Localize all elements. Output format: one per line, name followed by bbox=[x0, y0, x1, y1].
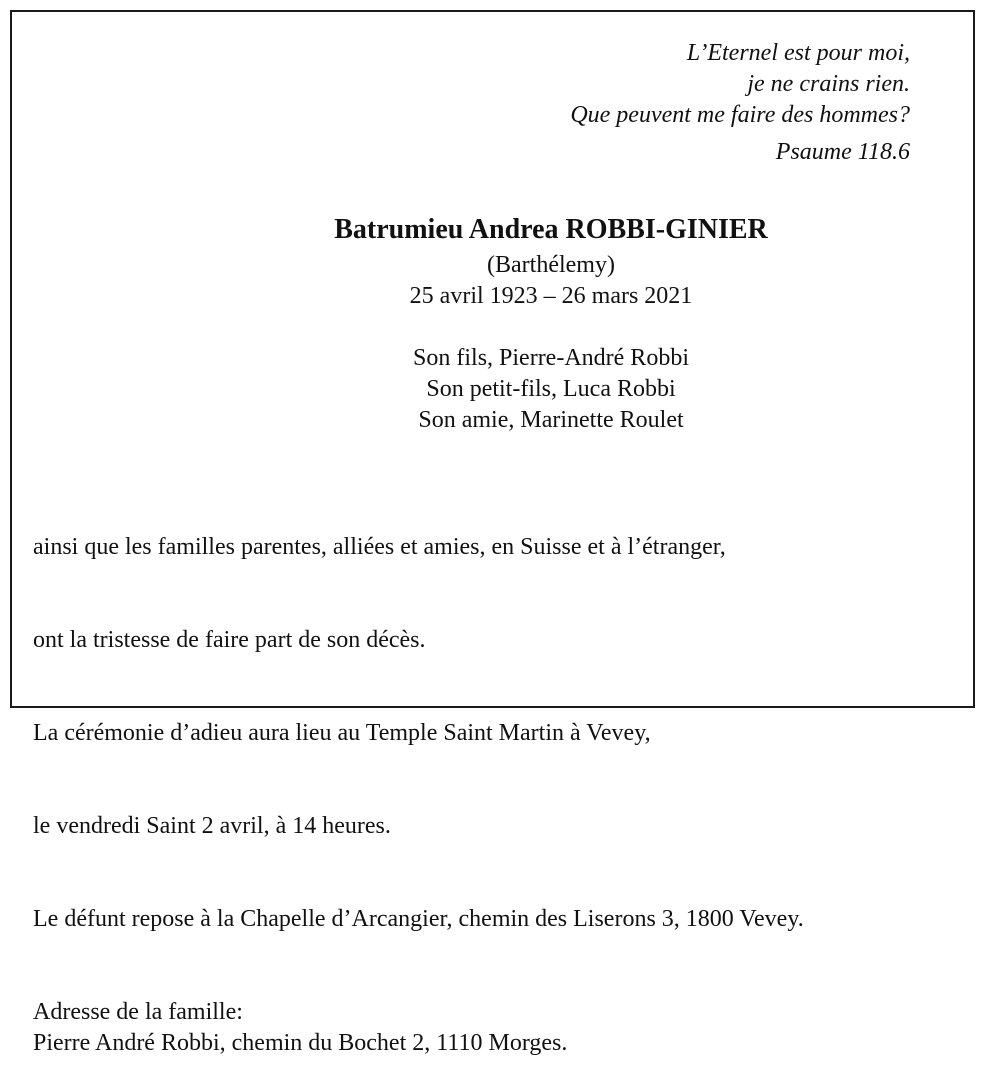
announcement-line: Le défunt repose à la Chapelle d’Arcangier, chemin des Liserons 3, 1800 Vevey. bbox=[33, 906, 804, 932]
family-member: Son petit-fils, Luca Robbi bbox=[426, 376, 676, 402]
verse-line: L’Eternel est pour moi, bbox=[686, 40, 910, 66]
verse-reference: Psaume 118.6 bbox=[775, 139, 910, 165]
life-dates: 25 avril 1923 – 26 mars 2021 bbox=[409, 283, 693, 309]
address-value: Pierre André Robbi, chemin du Bochet 2, 1110 Morges. bbox=[33, 1030, 568, 1056]
announcement-line: le vendredi Saint 2 avril, à 14 heures. bbox=[33, 813, 391, 839]
bible-verse bbox=[570, 38, 910, 168]
announcement-line: ainsi que les familles parentes, alliées et amies, en Suisse et à l’étranger, bbox=[33, 534, 726, 560]
family-list bbox=[0, 343, 985, 436]
deceased-details bbox=[0, 250, 985, 312]
deceased-name: Batrumieu Andrea ROBBI-GINIER bbox=[334, 214, 768, 245]
family-address bbox=[33, 997, 804, 1059]
address-label: Adresse de la famille: bbox=[33, 999, 243, 1025]
announcement-line: ont la tristesse de faire part de son décès. bbox=[33, 627, 426, 653]
family-member: Son amie, Marinette Roulet bbox=[418, 407, 684, 433]
family-member: Son fils, Pierre-André Robbi bbox=[413, 345, 689, 371]
deceased-nickname: (Barthélemy) bbox=[487, 252, 615, 278]
announcement-line: La cérémonie d’adieu aura lieu au Temple Saint Martin à Vevey, bbox=[33, 720, 651, 746]
announcement-text bbox=[33, 470, 804, 1090]
verse-line: Que peuvent me faire des hommes? bbox=[570, 102, 910, 128]
verse-line: je ne crains rien. bbox=[747, 71, 910, 97]
